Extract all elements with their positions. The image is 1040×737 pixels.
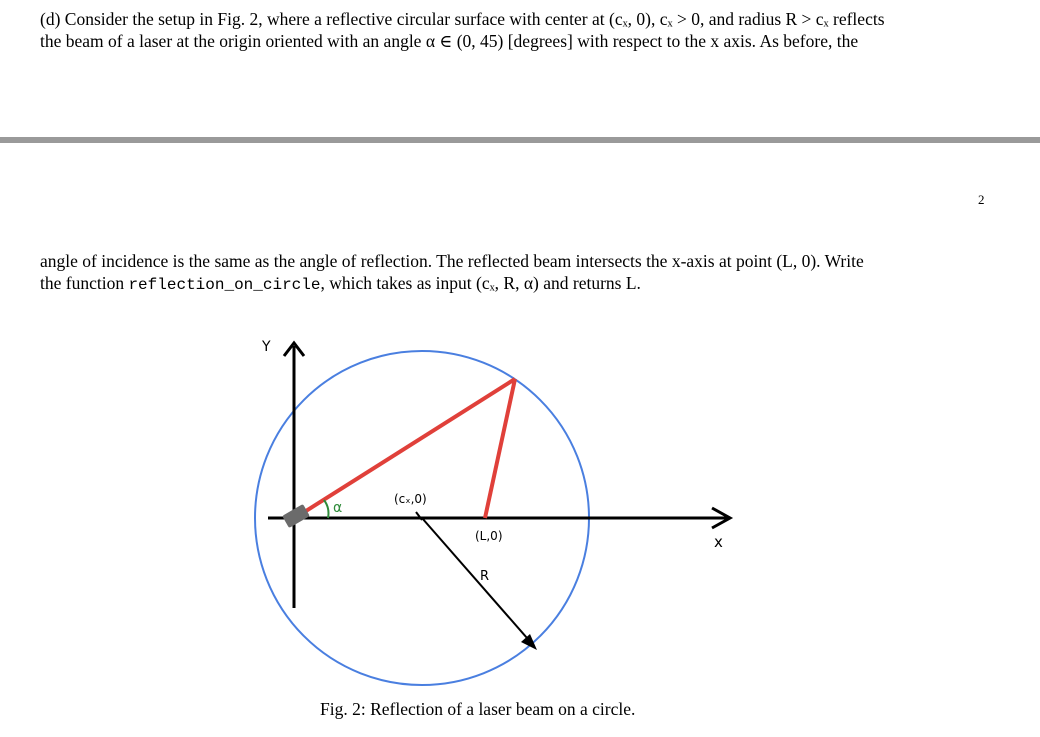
reflected-beam <box>485 379 515 518</box>
function-name-code: reflection_on_circle <box>128 276 321 294</box>
center-label: (cₓ,0) <box>394 492 427 506</box>
figure-caption-text: Fig. 2: Reflection of a laser beam on a circle. <box>320 699 636 719</box>
x-axis-label: x <box>714 533 723 551</box>
page-number: 2 <box>978 192 985 207</box>
problem-line-3: angle of incidence is the same as the angle of reflection. The reflected beam intersects the x-axis at point (L, 0). Write <box>40 251 864 271</box>
y-axis-label: Y <box>262 339 271 355</box>
line4-prefix: the function <box>40 273 129 293</box>
l-point-label: (L,0) <box>475 529 503 543</box>
radius-label: R <box>480 569 490 584</box>
problem-line-1: (d) Consider the setup in Fig. 2, where a reflective circular surface with center at (cₓ, 0), cₓ > 0, and radius R > cₓ reflects <box>40 9 885 29</box>
line4-suffix: , which takes as input (cₓ, R, α) and returns L. <box>320 273 641 293</box>
alpha-arc <box>324 500 329 518</box>
laser-source <box>282 504 310 528</box>
problem-line-2: the beam of a laser at the origin oriented with an angle α ∈ (0, 45) [degrees] with respect to the x axis. As before, the <box>40 31 859 51</box>
alpha-label: α <box>333 500 343 516</box>
